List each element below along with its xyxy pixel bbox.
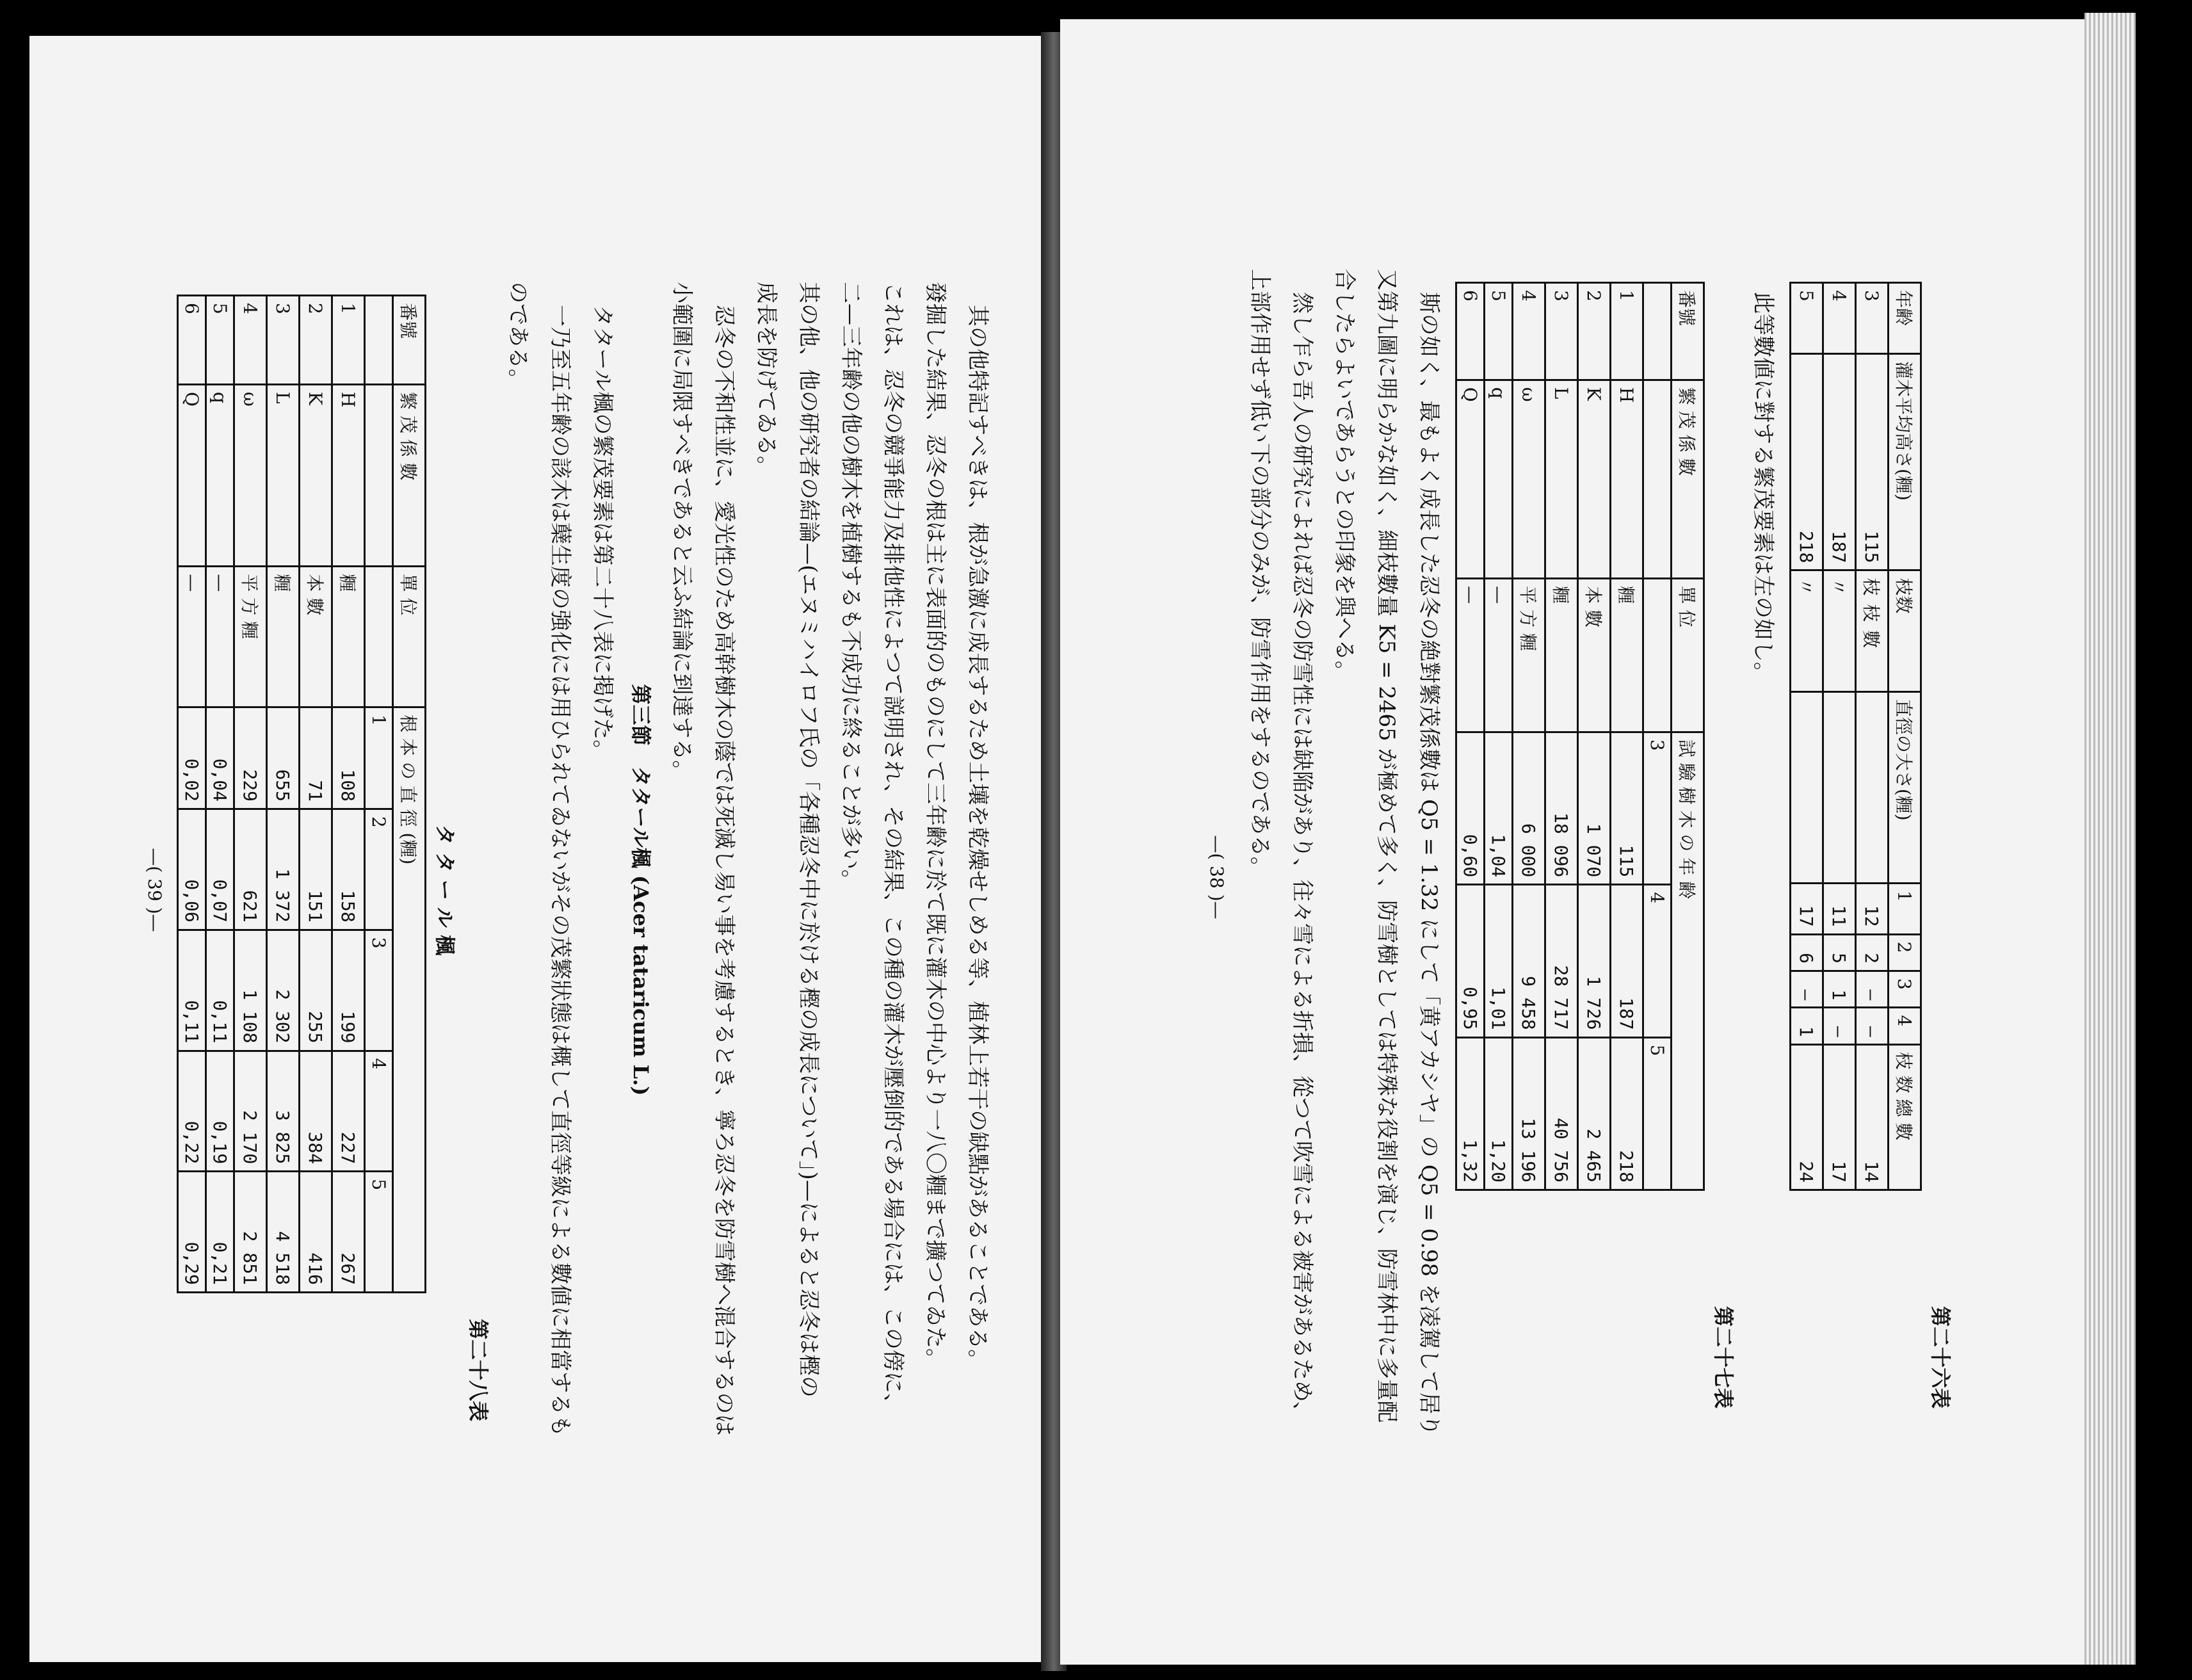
- table-cell: 0,60: [1456, 732, 1485, 884]
- table-header-cell: 番號: [393, 296, 426, 385]
- table-cell: 1 372: [267, 809, 300, 930]
- table-cell: 2 302: [267, 930, 300, 1051]
- table-header-cell: 5: [1643, 1037, 1672, 1190]
- table-cell: 4: [1823, 283, 1856, 354]
- table-cell: L: [1545, 380, 1578, 578]
- table-cell: 糎: [1611, 579, 1643, 732]
- table-cell: 6: [1456, 283, 1485, 380]
- table-header-cell: [365, 567, 393, 707]
- table-header-cell: 5: [365, 1172, 393, 1293]
- table-row: [1485, 283, 1513, 1190]
- table-cell: —: [1456, 579, 1485, 732]
- table-cell: 0,06: [178, 809, 206, 930]
- table-header-cell: 單 位: [393, 567, 426, 707]
- table-cell: 1,04: [1485, 732, 1513, 884]
- table-cell: 0,95: [1456, 885, 1485, 1037]
- table-cell: 11: [1823, 883, 1856, 934]
- table-cell: 糎: [332, 567, 365, 707]
- table-cell: 〃: [1823, 570, 1856, 691]
- table-cell: —: [1856, 1008, 1889, 1044]
- table-header-cell: 試 驗 樹 木 の 年 齢: [1672, 732, 1704, 1190]
- table-cell: Q: [1456, 380, 1485, 578]
- paragraph-line: 其の他特記すべきは、根が急激に成長するため土壤を乾燥せしめる等、植林上若干の缺點があることである。: [965, 305, 990, 1371]
- table-header-row: [1672, 283, 1704, 1190]
- table-27: [1455, 282, 1705, 1191]
- table26-title: 第二十六表: [1928, 1305, 1953, 1409]
- table-header-cell: 番號: [1672, 283, 1704, 380]
- left-page-content: [134, 282, 999, 1498]
- table-cell: 655: [267, 707, 300, 809]
- table-header-cell: 4: [1889, 1008, 1921, 1044]
- paragraph-line: タタール楓の繁茂要素は第二十八表に掲げた。: [590, 305, 615, 762]
- table-header-cell: 直徑の大さ(糎): [1889, 691, 1921, 883]
- table-cell: 12: [1856, 883, 1889, 934]
- paragraph-line: 合したらよいであらうとの印象を與へる。: [1332, 269, 1357, 682]
- table-row: [1856, 283, 1889, 1190]
- table-cell: 5: [1485, 283, 1513, 380]
- page-number: —( 39 )—: [144, 848, 165, 932]
- table-cell: ω: [234, 384, 267, 566]
- table-cell: 621: [234, 809, 267, 930]
- table-cell: 4 518: [267, 1172, 300, 1293]
- table-cell: 3: [1856, 283, 1889, 354]
- table-cell: [1791, 691, 1823, 883]
- table-26: [1789, 282, 1922, 1191]
- table-cell: 115: [1611, 732, 1643, 884]
- table-cell: 187: [1823, 354, 1856, 570]
- table-cell: 416: [300, 1172, 332, 1293]
- table-cell: 6 000: [1513, 732, 1545, 884]
- table-cell: 6: [1791, 934, 1823, 971]
- table-cell: 1,20: [1485, 1037, 1513, 1190]
- table-cell: 267: [332, 1172, 365, 1293]
- table-row: [1823, 283, 1856, 1190]
- table-cell: Q: [178, 384, 206, 566]
- table-cell: 158: [332, 809, 365, 930]
- table-row: [206, 296, 234, 1293]
- table-cell: 227: [332, 1051, 365, 1172]
- section-heading: 第三節 タタール楓 (Acer tataricum L.): [629, 684, 653, 1096]
- table-row: [234, 296, 267, 1293]
- table-row: [1791, 283, 1823, 1190]
- table-row: [332, 296, 365, 1293]
- table-cell: 0,29: [178, 1172, 206, 1293]
- table-cell: 1: [1791, 1008, 1823, 1044]
- table-cell: 40 756: [1545, 1037, 1578, 1190]
- table28-caption: タ タ ー ル 楓: [433, 824, 457, 956]
- table-header-cell: 年齢: [1889, 283, 1921, 354]
- table-cell: 218: [1611, 1037, 1643, 1190]
- table-cell: 151: [300, 809, 332, 930]
- table-header-cell: 3: [365, 930, 393, 1051]
- table-row: [1545, 283, 1578, 1190]
- table-cell: 17: [1791, 883, 1823, 934]
- table-cell: 1 108: [234, 930, 267, 1051]
- table-header-row: [393, 296, 426, 1293]
- paragraph-line: 一乃至五年齢の該木は蘖生度の強化には用ひられてゐないがその茂繁狀態は概して直徑等級による數値に相當するも: [547, 305, 573, 1437]
- right-page-content: [1031, 269, 1959, 1485]
- table-cell: 3 825: [267, 1051, 300, 1172]
- table-cell: [1856, 691, 1889, 883]
- table-cell: q: [1485, 380, 1513, 578]
- table-cell: 199: [332, 930, 365, 1051]
- table-cell: 28 717: [1545, 885, 1578, 1037]
- table-cell: 5: [206, 296, 234, 385]
- table-cell: 0,04: [206, 707, 234, 809]
- table-cell: 2: [1856, 934, 1889, 971]
- table-cell: 本 數: [1578, 579, 1611, 732]
- table-cell: —: [178, 567, 206, 707]
- table-cell: H: [332, 384, 365, 566]
- table-cell: 2: [1578, 283, 1611, 380]
- table-row: [300, 296, 332, 1293]
- table-cell: —: [1823, 1008, 1856, 1044]
- table-cell: 糎: [267, 567, 300, 707]
- table-header-cell: 根 本 の 直 徑 (糎): [393, 707, 426, 1292]
- table28-title: 第二十八表: [466, 1318, 490, 1421]
- table-cell: 115: [1856, 354, 1889, 570]
- table-cell: ω: [1513, 380, 1545, 578]
- table-header-cell: 單 位: [1672, 579, 1704, 732]
- table-cell: 13 196: [1513, 1037, 1545, 1190]
- table-cell: 187: [1611, 885, 1643, 1037]
- table-cell: —: [1485, 579, 1513, 732]
- table-header-row: [1889, 283, 1921, 1190]
- table-cell: 5: [1823, 934, 1856, 971]
- table-cell: 1: [332, 296, 365, 385]
- table-cell: 0,21: [206, 1172, 234, 1293]
- paragraph-line: 發掘した結果、忍冬の根は主に表面的のものにして三年齢に於て既に灌木の中心より一八〇糎まで擴つてゐた。: [923, 282, 948, 1370]
- table-cell: —: [206, 567, 234, 707]
- table-header-cell: 枝数: [1889, 570, 1921, 691]
- paragraph-line: 又第九圖に明らかな如く、細枝數量 K5 = 2465 が極めて多く、防雪樹としては特殊な役割を演じ、防雪林中に多量配: [1374, 269, 1399, 1423]
- table-cell: 1 726: [1578, 885, 1611, 1037]
- table-header-cell: [365, 296, 393, 385]
- table-row: [1456, 283, 1485, 1190]
- paragraph-line: 其の他、他の研究者の結論—(エヌミハイロフ氏の「各種忍冬中に於ける樫の成長について」)—によると忍冬は樫の: [796, 282, 821, 1398]
- table-header-row: [1643, 283, 1672, 1190]
- paragraph-line: 斯の如く、最もよく成長した忍冬の絶對繁茂係數は Q5 = 1.32 にして「黄アカシヤ」の Q5 = 0.98 を凌駕して居り: [1416, 292, 1442, 1436]
- table-cell: 17: [1823, 1044, 1856, 1190]
- paragraph-line: 二—三年齢の他の樹木を植樹するも不成功に終ることが多い。: [838, 282, 864, 891]
- table-cell: 384: [300, 1051, 332, 1172]
- table-cell: —: [1856, 971, 1889, 1007]
- table-header-cell: 3: [1643, 732, 1672, 884]
- table-header-cell: 枝 数 總 數: [1889, 1044, 1921, 1190]
- paragraph-line: 然し乍ら吾人の研究によれば忍冬の防雪性には缺陥があり、往々雪による折損、從つて吹雪による被害があるため、: [1289, 292, 1315, 1423]
- table-header-cell: 繁 茂 係 數: [1672, 380, 1704, 578]
- table-cell: q: [206, 384, 234, 566]
- table-cell: 〃: [1791, 570, 1823, 691]
- table-row: [1578, 283, 1611, 1190]
- table-cell: 1: [1611, 283, 1643, 380]
- table-cell: 0,19: [206, 1051, 234, 1172]
- table-cell: 255: [300, 930, 332, 1051]
- table-cell: 4: [1513, 283, 1545, 380]
- paragraph-line: 小範圍に局限すべきであると云ふ結論に到達する。: [669, 282, 695, 782]
- table-cell: 0,11: [206, 930, 234, 1051]
- paragraph-line: これは、忍冬の競爭能力及排他性によつて説明され、その結果、この種の灌木が壓倒的である場合には、この傍に、: [880, 282, 906, 1416]
- table-cell: K: [1578, 380, 1611, 578]
- table-cell: 24: [1791, 1044, 1823, 1190]
- table-cell: 0,02: [178, 707, 206, 809]
- table-cell: 1: [1823, 971, 1856, 1007]
- page-edges: [2084, 13, 2136, 1665]
- table-cell: 平 方 糎: [1513, 579, 1545, 732]
- table-cell: 0,11: [178, 930, 206, 1051]
- table-cell: 5: [1791, 283, 1823, 354]
- table-cell: 3: [1545, 283, 1578, 380]
- table-cell: 本 數: [300, 567, 332, 707]
- table-cell: 2: [300, 296, 332, 385]
- table27-title: 第二十七表: [1711, 1305, 1736, 1409]
- table-row: [1611, 283, 1643, 1190]
- table-cell: 71: [300, 707, 332, 809]
- paragraph-line: 成長を防げてゐる。: [754, 282, 779, 478]
- table-header-cell: [1643, 283, 1672, 380]
- table-cell: 2 170: [234, 1051, 267, 1172]
- table-header-cell: [1643, 380, 1672, 578]
- table-cell: K: [300, 384, 332, 566]
- table-header-cell: [1643, 579, 1672, 732]
- table-cell: 108: [332, 707, 365, 809]
- table-header-cell: 4: [1643, 885, 1672, 1037]
- table-row: [1513, 283, 1545, 1190]
- table-cell: 1,01: [1485, 885, 1513, 1037]
- table-cell: 枝 枝 數: [1856, 570, 1889, 691]
- table-header-cell: 1: [1889, 883, 1921, 934]
- table-cell: 229: [234, 707, 267, 809]
- table-header-row: [365, 296, 393, 1293]
- table-header-cell: 4: [365, 1051, 393, 1172]
- table-header-cell: 2: [1889, 934, 1921, 971]
- table-cell: 2 851: [234, 1172, 267, 1293]
- table-cell: 0,22: [178, 1051, 206, 1172]
- table-cell: 1 070: [1578, 732, 1611, 884]
- paragraph-line: 忍冬の不和性並に、愛光性のため高幹樹木の蔭では死滅し易い事を考慮するとき、寧ろ忍冬を防雪樹へ混合するのは: [711, 305, 737, 1436]
- table-cell: 平 方 糎: [234, 567, 267, 707]
- table-header-cell: 3: [1889, 971, 1921, 1007]
- table-cell: 2 465: [1578, 1037, 1611, 1190]
- intro-line: 此等數値に對する繁茂要素は左の如し。: [1750, 292, 1776, 684]
- table-row: [267, 296, 300, 1293]
- table-cell: 0,07: [206, 809, 234, 930]
- table-cell: —: [1791, 971, 1823, 1007]
- table-cell: 4: [234, 296, 267, 385]
- page-number: —( 38 )—: [1206, 835, 1227, 919]
- table-28: [177, 295, 426, 1293]
- table-header-cell: 1: [365, 707, 393, 809]
- table-cell: 3: [267, 296, 300, 385]
- table-cell: 14: [1856, 1044, 1889, 1190]
- table-header-cell: 繁 茂 係 數: [393, 384, 426, 566]
- table-cell: L: [267, 384, 300, 566]
- paragraph-line: 上部作用せず低い下の部分のみが、防雪作用をするのである。: [1247, 269, 1273, 878]
- paragraph-line: のである。: [505, 282, 531, 391]
- table-header-cell: 灌木平均高さ(糎): [1889, 354, 1921, 570]
- table-row: [178, 296, 206, 1293]
- table-cell: 218: [1791, 354, 1823, 570]
- table-cell: 18 096: [1545, 732, 1578, 884]
- table-cell: 9 458: [1513, 885, 1545, 1037]
- table-cell: H: [1611, 380, 1643, 578]
- table-cell: 1,32: [1456, 1037, 1485, 1190]
- table-header-cell: [365, 384, 393, 566]
- table-cell: 糎: [1545, 579, 1578, 732]
- table-header-cell: 2: [365, 809, 393, 930]
- table-cell: 6: [178, 296, 206, 385]
- table-cell: [1823, 691, 1856, 883]
